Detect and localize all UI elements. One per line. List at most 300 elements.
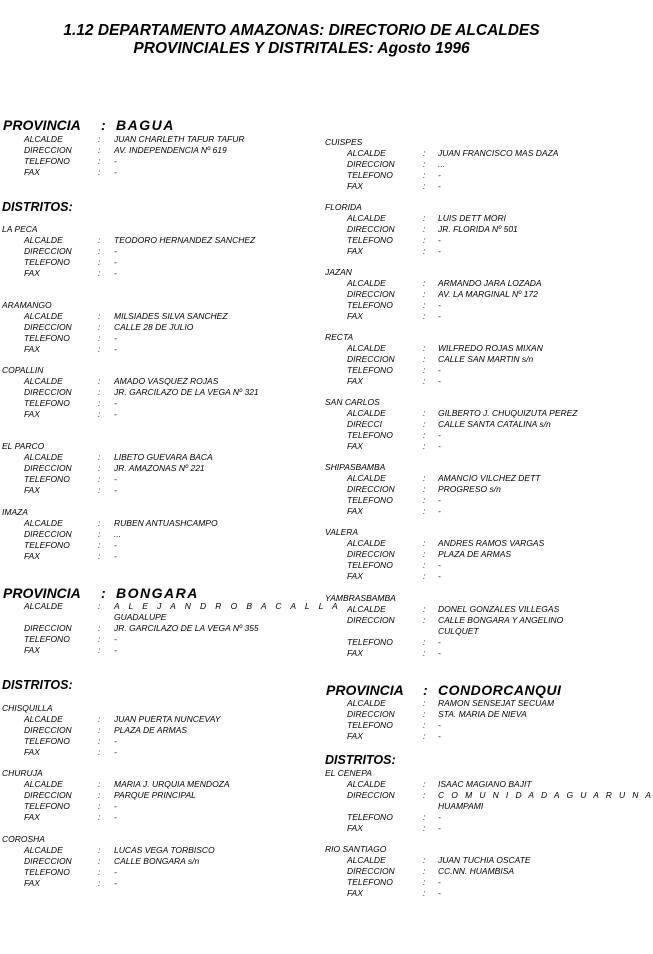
alcalde-row: [323, 698, 603, 709]
fax-value: -: [438, 648, 441, 658]
direccion-row: [323, 289, 603, 300]
direccion-value: PROGRESO s/n: [438, 484, 501, 494]
district-name: LA PECA: [2, 224, 38, 234]
telefono-label: TELEFONO: [347, 300, 393, 310]
telefono-row: [323, 812, 603, 823]
telefono-row: [0, 257, 300, 268]
colon: :: [423, 473, 426, 483]
alcalde-value-continued: GUADALUPE: [114, 612, 167, 622]
fax-value: -: [114, 645, 117, 655]
telefono-row: [323, 300, 603, 311]
colon: :: [423, 637, 426, 647]
fax-label: FAX: [24, 268, 40, 278]
colon: :: [423, 506, 426, 516]
province-header-condorcanqui: [326, 682, 562, 698]
telefono-label: TELEFONO: [347, 877, 393, 887]
colon: :: [98, 398, 101, 408]
fax-value: -: [114, 878, 117, 888]
telefono-label: TELEFONO: [347, 235, 393, 245]
district-name: CHURUJA: [2, 768, 43, 778]
telefono-row: [0, 801, 300, 812]
colon: :: [98, 645, 101, 655]
telefono-label: TELEFONO: [347, 495, 393, 505]
colon: :: [98, 474, 101, 484]
fax-value: -: [438, 506, 441, 516]
fax-row: [323, 888, 603, 899]
fax-row: [323, 181, 603, 192]
alcalde-value: JUAN FRANCISCO MAS DAZA: [438, 148, 559, 158]
fax-label: FAX: [347, 823, 363, 833]
district-entry: [323, 397, 603, 452]
fax-label: FAX: [347, 441, 363, 451]
district-name: RIO SANTIAGO: [325, 844, 387, 854]
colon: :: [98, 634, 101, 644]
fax-value: -: [438, 376, 441, 386]
telefono-value: -: [114, 398, 117, 408]
colon: :: [98, 812, 101, 822]
province-header-bongara: [3, 585, 199, 601]
district-name: CHISQUILLA: [2, 703, 53, 713]
colon: :: [98, 845, 101, 855]
direccion-value: CALLE SANTA CATALINA s/n: [438, 419, 551, 429]
fax-label: FAX: [347, 246, 363, 256]
telefono-value: -: [438, 365, 441, 375]
alcalde-label: ALCALDE: [347, 408, 386, 418]
fax-value: -: [438, 731, 441, 741]
alcalde-value: LUIS DETT MORI: [438, 213, 507, 223]
district-name: COPALLIN: [2, 365, 44, 375]
telefono-value: -: [438, 877, 441, 887]
province-name: CONDORCANQUI: [438, 682, 562, 698]
alcalde-label: ALCALDE: [347, 278, 386, 288]
fax-row: [323, 506, 603, 517]
direccion-row: [323, 159, 603, 170]
alcalde-value: AMADO VASQUEZ ROJAS: [114, 376, 219, 386]
fax-label: FAX: [24, 645, 40, 655]
colon: :: [423, 246, 426, 256]
alcalde-value: LIBETO GUEVARA BACA: [114, 452, 213, 462]
alcalde-label: ALCALDE: [347, 538, 386, 548]
district-entry: [323, 768, 653, 834]
telefono-row: [0, 736, 300, 747]
fax-label: FAX: [24, 551, 40, 561]
district-name: FLORIDA: [325, 202, 362, 212]
telefono-label: TELEFONO: [24, 540, 70, 550]
direccion-label: DIRECCI: [347, 419, 382, 429]
telefono-label: TELEFONO: [347, 365, 393, 375]
telefono-label: TELEFONO: [347, 812, 393, 822]
fax-label: FAX: [24, 878, 40, 888]
alcalde-label: ALCALDE: [24, 452, 63, 462]
alcalde-label: ALCALDE: [347, 148, 386, 158]
alcalde-label: ALCALDE: [24, 845, 63, 855]
alcalde-label: ALCALDE: [24, 235, 63, 245]
district-entry: [323, 462, 603, 517]
fax-label: FAX: [24, 812, 40, 822]
telefono-value: -: [114, 801, 117, 811]
alcalde-row: [323, 148, 603, 159]
colon: :: [101, 117, 106, 133]
colon: :: [423, 731, 426, 741]
telefono-value: -: [438, 235, 441, 245]
alcalde-row: [0, 601, 342, 612]
direccion-label: DIRECCION: [347, 354, 395, 364]
telefono-value: -: [438, 170, 441, 180]
alcalde-row: [0, 779, 300, 790]
direccion-row: [323, 224, 603, 235]
fax-value: -: [114, 812, 117, 822]
direccion-row: [323, 709, 603, 720]
telefono-label: TELEFONO: [24, 736, 70, 746]
fax-row: [323, 731, 603, 742]
colon: :: [423, 888, 426, 898]
telefono-label: TELEFONO: [24, 867, 70, 877]
direccion-row: [323, 615, 603, 626]
direccion-label: DIRECCION: [347, 615, 395, 625]
colon: :: [423, 855, 426, 865]
alcalde-row: [323, 278, 603, 289]
telefono-row: [323, 365, 603, 376]
telefono-row: [0, 156, 300, 167]
colon: :: [98, 529, 101, 539]
alcalde-label: ALCALDE: [24, 134, 63, 144]
telefono-row: [323, 720, 603, 731]
telefono-row: [323, 235, 603, 246]
direccion-row: [323, 484, 603, 495]
district-name: IMAZA: [2, 507, 28, 517]
province-header-bagua: [3, 117, 175, 133]
direccion-value-continued: HUAMPAMI: [438, 801, 484, 811]
alcalde-label: ALCALDE: [347, 604, 386, 614]
fax-label: FAX: [24, 344, 40, 354]
fax-row: [0, 747, 300, 758]
district-name: VALERA: [325, 527, 359, 537]
alcalde-row: [323, 604, 603, 615]
direccion-label: DIRECCION: [24, 856, 72, 866]
colon: :: [423, 354, 426, 364]
fax-row: [0, 485, 300, 496]
direccion-value: PLAZA DE ARMAS: [114, 725, 188, 735]
fax-value: -: [114, 167, 117, 177]
telefono-label: TELEFONO: [347, 560, 393, 570]
telefono-row: [0, 398, 300, 409]
telefono-value: -: [438, 300, 441, 310]
colon: :: [98, 714, 101, 724]
direccion-value: PARQUE PRINCIPAL: [114, 790, 196, 800]
fax-row: [0, 878, 300, 889]
direccion-value: JR. AMAZONAS Nº 221: [114, 463, 205, 473]
fax-label: FAX: [347, 571, 363, 581]
colon: :: [423, 300, 426, 310]
telefono-value: -: [114, 634, 117, 644]
telefono-value: -: [438, 430, 441, 440]
fax-label: FAX: [347, 376, 363, 386]
telefono-row: [0, 333, 300, 344]
direccion-row: [0, 387, 300, 398]
colon: :: [98, 867, 101, 877]
alcalde-label: ALCALDE: [24, 518, 63, 528]
fax-label: FAX: [347, 648, 363, 658]
colon: :: [98, 463, 101, 473]
alcalde-row: [323, 473, 603, 484]
alcalde-row: [323, 779, 603, 790]
fax-value: -: [438, 888, 441, 898]
colon: :: [98, 167, 101, 177]
district-entry: [0, 768, 300, 823]
district-name: COROSHA: [2, 834, 45, 844]
alcalde-value: TEODORO HERNANDEZ SANCHEZ: [114, 235, 256, 245]
colon: :: [423, 495, 426, 505]
colon: :: [423, 235, 426, 245]
colon: :: [98, 452, 101, 462]
telefono-value: -: [438, 560, 441, 570]
alcalde-value: A L E J A N D R O B A C A L L A: [114, 601, 342, 611]
fax-row: [323, 571, 603, 582]
direccion-row: [0, 145, 300, 156]
colon: :: [423, 877, 426, 887]
direccion-value: CALLE BONGARA s/n: [114, 856, 200, 866]
direccion-row: [323, 790, 653, 801]
province-entry-bagua: [0, 134, 300, 178]
colon: :: [423, 484, 426, 494]
direccion-value: STA. MARIA DE NIEVA: [438, 709, 527, 719]
district-entry: [323, 593, 603, 659]
alcalde-label: ALCALDE: [24, 601, 63, 611]
alcalde-value: MARIA J. URQUIA MENDOZA: [114, 779, 230, 789]
colon: :: [423, 408, 426, 418]
alcalde-value: DONEL GONZALES VILLEGAS: [438, 604, 560, 614]
telefono-value: -: [114, 257, 117, 267]
direccion-row: [0, 322, 300, 333]
colon: :: [423, 213, 426, 223]
alcalde-row: [0, 518, 300, 529]
direccion-label: DIRECCION: [24, 529, 72, 539]
alcalde-row-continued: [0, 612, 300, 623]
direccion-label: DIRECCION: [347, 790, 395, 800]
colon: :: [423, 159, 426, 169]
direccion-label: DIRECCION: [347, 159, 395, 169]
colon: :: [98, 156, 101, 166]
direccion-label: DIRECCION: [347, 289, 395, 299]
alcalde-label: ALCALDE: [347, 213, 386, 223]
colon: :: [423, 224, 426, 234]
direccion-value: AV. INDEPENDENCIA Nº 619: [114, 145, 227, 155]
direccion-label: DIRECCION: [24, 246, 72, 256]
colon: :: [423, 538, 426, 548]
colon: :: [101, 585, 106, 601]
alcalde-row: [323, 538, 603, 549]
colon: :: [98, 134, 101, 144]
fax-row: [323, 246, 603, 257]
colon: :: [423, 170, 426, 180]
district-name: YAMBRASBAMBA: [325, 593, 396, 603]
alcalde-value: JUAN TUCHIA OSCATE: [438, 855, 531, 865]
district-name: JAZAN: [325, 267, 352, 277]
alcalde-value: MILSIADES SILVA SANCHEZ: [114, 311, 228, 321]
colon: :: [423, 419, 426, 429]
colon: :: [423, 278, 426, 288]
district-entry: [323, 137, 603, 192]
colon: :: [423, 779, 426, 789]
colon: :: [98, 409, 101, 419]
district-name: RECTA: [325, 332, 354, 342]
colon: :: [98, 311, 101, 321]
direccion-label: DIRECCION: [24, 387, 72, 397]
alcalde-label: ALCALDE: [347, 855, 386, 865]
fax-value: -: [114, 409, 117, 419]
alcalde-label: ALCALDE: [24, 779, 63, 789]
district-entry: [323, 267, 603, 322]
telefono-label: TELEFONO: [24, 634, 70, 644]
districts-header-bongara: DISTRITOS:: [2, 678, 73, 692]
direccion-value-continued: CULQUET: [438, 626, 479, 636]
province-name: BONGARA: [116, 585, 199, 601]
alcalde-label: ALCALDE: [24, 376, 63, 386]
colon: :: [98, 322, 101, 332]
telefono-row: [0, 634, 300, 645]
direccion-label: DIRECCION: [24, 322, 72, 332]
colon: :: [98, 344, 101, 354]
province-name: BAGUA: [116, 117, 175, 133]
telefono-label: TELEFONO: [24, 333, 70, 343]
colon: :: [423, 615, 426, 625]
district-entry: [323, 844, 603, 899]
alcalde-label: ALCALDE: [24, 714, 63, 724]
telefono-value: -: [438, 495, 441, 505]
direccion-value: CALLE SAN MARTIN s/n: [438, 354, 534, 364]
colon: :: [423, 311, 426, 321]
alcalde-label: ALCALDE: [347, 698, 386, 708]
alcalde-value: LUCAS VEGA TORBISCO: [114, 845, 215, 855]
telefono-value: -: [438, 812, 441, 822]
fax-value: -: [438, 181, 441, 191]
telefono-row: [323, 495, 603, 506]
colon: :: [98, 623, 101, 633]
alcalde-row: [0, 376, 300, 387]
province-entry-condorcanqui: [323, 698, 603, 742]
fax-row: [0, 344, 300, 355]
colon: :: [423, 560, 426, 570]
alcalde-value: AMANCIO VILCHEZ DETT: [438, 473, 541, 483]
direccion-value: ...: [114, 529, 122, 539]
alcalde-row: [0, 235, 300, 246]
direccion-row: [0, 529, 300, 540]
fax-label: FAX: [347, 888, 363, 898]
district-entry: [323, 202, 603, 257]
district-name: SAN CARLOS: [325, 397, 380, 407]
fax-row: [0, 167, 300, 178]
fax-value: -: [438, 311, 441, 321]
alcalde-row: [0, 452, 300, 463]
colon: :: [98, 790, 101, 800]
district-entry: [0, 224, 300, 279]
colon: :: [98, 235, 101, 245]
colon: :: [423, 376, 426, 386]
telefono-row: [0, 474, 300, 485]
alcalde-label: ALCALDE: [24, 311, 63, 321]
colon: :: [98, 878, 101, 888]
telefono-value: -: [114, 736, 117, 746]
direccion-value: C O M U N I D A D A G U A R U N A: [438, 790, 653, 800]
telefono-row: [0, 867, 300, 878]
province-entry-bongara: [0, 601, 342, 656]
alcalde-value: JUAN CHARLETH TAFUR TAFUR: [114, 134, 245, 144]
direccion-value: ...: [438, 159, 446, 169]
colon: :: [98, 725, 101, 735]
colon: :: [98, 856, 101, 866]
fax-value: -: [114, 551, 117, 561]
telefono-row: [323, 877, 603, 888]
fax-label: FAX: [24, 409, 40, 419]
district-entry: [0, 507, 300, 562]
colon: :: [98, 518, 101, 528]
colon: :: [423, 289, 426, 299]
fax-label: FAX: [347, 311, 363, 321]
colon: :: [423, 698, 426, 708]
fax-label: FAX: [347, 506, 363, 516]
alcalde-row: [0, 134, 300, 145]
alcalde-value: GILBERTO J. CHUQUIZUTA PEREZ: [438, 408, 578, 418]
telefono-row: [323, 430, 603, 441]
alcalde-row: [0, 311, 300, 322]
direccion-value: CALLE BONGARA Y ANGELINO: [438, 615, 564, 625]
direccion-label: DIRECCION: [347, 866, 395, 876]
province-label: PROVINCIA: [326, 682, 404, 698]
direccion-row: [323, 549, 603, 560]
telefono-label: TELEFONO: [347, 430, 393, 440]
fax-label: FAX: [24, 485, 40, 495]
colon: :: [423, 823, 426, 833]
telefono-row: [323, 560, 603, 571]
alcalde-value: RAMON SENSEJAT SECUAM: [438, 698, 555, 708]
district-entry: [0, 300, 300, 355]
colon: :: [98, 333, 101, 343]
fax-value: -: [438, 441, 441, 451]
fax-row: [323, 823, 603, 834]
direccion-label: DIRECCION: [24, 790, 72, 800]
fax-row: [0, 812, 300, 823]
fax-row: [323, 376, 603, 387]
telefono-value: -: [114, 540, 117, 550]
fax-value: -: [438, 571, 441, 581]
page-subtitle: PROVINCIALES Y DISTRITALES: Agosto 1996: [133, 40, 470, 57]
fax-label: FAX: [347, 181, 363, 191]
colon: :: [423, 549, 426, 559]
direccion-label: DIRECCION: [24, 145, 72, 155]
colon: :: [98, 801, 101, 811]
fax-row: [323, 441, 603, 452]
alcalde-value: ARMANDO JARA LOZADA: [438, 278, 542, 288]
colon: :: [98, 376, 101, 386]
telefono-label: TELEFONO: [24, 156, 70, 166]
colon: :: [423, 571, 426, 581]
colon: :: [98, 601, 101, 611]
province-label: PROVINCIA: [3, 117, 81, 133]
alcalde-value: ANDRES RAMOS VARGAS: [438, 538, 545, 548]
alcalde-row: [0, 845, 300, 856]
colon: :: [423, 812, 426, 822]
telefono-label: TELEFONO: [24, 257, 70, 267]
telefono-label: TELEFONO: [347, 637, 393, 647]
direccion-label: DIRECCION: [347, 709, 395, 719]
district-entry: [323, 332, 603, 387]
telefono-row: [323, 637, 603, 648]
direccion-value: JR. FLORIDA Nº 501: [438, 224, 518, 234]
alcalde-value: RUBEN ANTUASHCAMPO: [114, 518, 218, 528]
district-entry: [323, 527, 603, 582]
fax-row: [323, 648, 603, 659]
fax-label: FAX: [347, 731, 363, 741]
